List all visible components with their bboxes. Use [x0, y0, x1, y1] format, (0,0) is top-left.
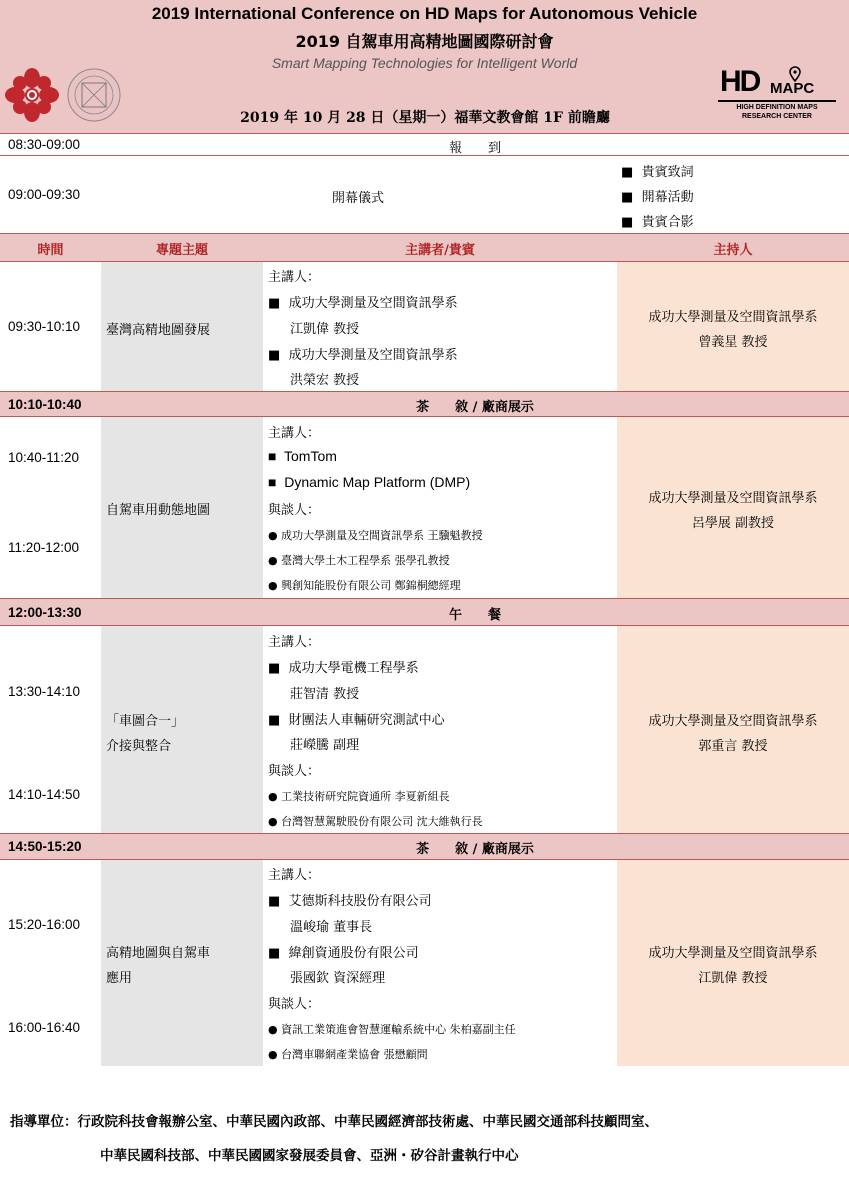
- host-line: 成功大學測量及空間資訊學系: [648, 491, 818, 506]
- topic-title: 「車圖合一」: [106, 714, 185, 729]
- break-row: [0, 392, 849, 417]
- table-header-row: [0, 234, 849, 262]
- time-cell: 15:20-16:00: [8, 917, 81, 932]
- header-banner: [0, 0, 849, 133]
- opening-item: ■ 貴賓合影: [621, 215, 694, 230]
- col-topic-header: 專題主題: [155, 243, 208, 258]
- panelist-line: ● 工業技術研究院資通所 李夏新組長: [268, 790, 450, 803]
- topic-title: 介接與整合: [106, 739, 172, 754]
- topic-title: 臺灣高精地圖發展: [106, 323, 211, 338]
- panelist-line: ● 資訊工業策進會智慧運輸系統中心 朱柏嘉副主任: [268, 1023, 516, 1036]
- topic-cell: [101, 860, 263, 1066]
- title-zh: 2019 自駕車用高精地圖國際研討會: [295, 32, 554, 51]
- speaker-line: 主講人：: [268, 635, 321, 650]
- time-cell: 13:30-14:10: [8, 684, 81, 699]
- time-cell: 14:10-14:50: [8, 787, 81, 802]
- host-line: 成功大學測量及空間資訊學系: [648, 946, 818, 961]
- topic-title: 自駕車用動態地圖: [106, 503, 211, 518]
- panelist-line: ● 台灣智慧駕駛股份有限公司 沈大維執行長: [268, 815, 483, 828]
- speaker-line: ■ 成功大學測量及空間資訊學系: [268, 348, 458, 363]
- time-cell: 09:00-09:30: [8, 187, 81, 202]
- lunch-row: [0, 599, 849, 626]
- speaker-line: 主講人：: [268, 426, 321, 441]
- speaker-line: 溫峻瑜 董事長: [290, 920, 373, 935]
- panelist-line: ● 成功大學測量及空間資訊學系 王驥魁教授: [268, 529, 483, 542]
- lunch-label: 午 餐: [448, 608, 501, 623]
- speaker-line: ■ 財團法人車輛研究測試中心: [268, 713, 445, 728]
- col-host-header: 主持人: [713, 243, 753, 258]
- opening-label: 開幕儀式: [331, 191, 384, 206]
- time-cell: 10:10-10:40: [8, 397, 82, 412]
- host-cell: [617, 262, 849, 391]
- speaker-line: 與談人：: [268, 503, 321, 518]
- time-cell: 12:00-13:30: [8, 605, 82, 620]
- row-registration: [0, 133, 849, 156]
- time-cell: 16:00-16:40: [8, 1020, 81, 1035]
- department-seal-icon: [68, 69, 120, 121]
- time-cell: 11:20-12:00: [8, 540, 80, 555]
- title-en: 2019 International Conference on HD Maps for Autonomous Vehicle: [151, 4, 698, 23]
- hdmapc-logo: HD MAPC HIGH DEFINITION MAPS RESEARCH CENTER: [718, 66, 836, 126]
- break-row: [0, 834, 849, 860]
- speaker-line: 主講人：: [268, 868, 321, 883]
- host-cell: [617, 626, 849, 833]
- time-cell: 09:30-10:10: [8, 319, 81, 334]
- university-logos: [4, 66, 134, 128]
- registration-label: 報 到: [448, 141, 501, 156]
- break-label: 茶 敘 / 廠商展示: [416, 400, 534, 415]
- host-line: 郭重言 教授: [698, 739, 768, 754]
- organizers-line: 中華民國科技部、中華民國國家發展委員會、亞洲・矽谷計畫執行中心: [100, 1148, 519, 1164]
- topic-cell: [101, 626, 263, 833]
- opening-item: ■ 貴賓致詞: [621, 165, 694, 180]
- panelist-line: ● 台灣車聯網產業協會 張懋顧問: [268, 1048, 428, 1061]
- opening-item: ■ 開幕活動: [621, 190, 694, 205]
- session-4: [0, 860, 849, 1066]
- map-pin-icon: [788, 66, 802, 82]
- speaker-line: 張國欽 資深經理: [290, 971, 386, 986]
- speaker-line: ■ 艾德斯科技股份有限公司: [268, 894, 432, 909]
- time-cell: 14:50-15:20: [8, 839, 82, 854]
- date-venue: 2019 年 10 月 28 日（星期一）福華文教會館 1F 前瞻廳: [240, 110, 610, 126]
- speaker-line: 莊嶸騰 副理: [290, 738, 360, 753]
- session-1: [0, 262, 849, 392]
- panelist-line: ● 興創知能股份有限公司 鄭錦桐總經理: [268, 579, 461, 592]
- row-opening: [0, 156, 849, 234]
- speaker-line: ■ 成功大學測量及空間資訊學系: [268, 296, 458, 311]
- speaker-line: ■ TomTom: [268, 448, 337, 464]
- organizers-line: 指導單位：行政院科技會報辦公室、中華民國內政部、中華民國經濟部技術處、中華民國交通部科技顧問室、: [10, 1114, 658, 1130]
- host-line: 成功大學測量及空間資訊學系: [648, 310, 818, 325]
- topic-title: 高精地圖與自駕車: [106, 946, 211, 961]
- host-cell: [617, 860, 849, 1066]
- speaker-line: 主講人：: [268, 270, 321, 285]
- col-speaker-header: 主講者/貴賓: [405, 243, 475, 258]
- session-2: [0, 417, 849, 599]
- speaker-line: 與談人：: [268, 764, 321, 779]
- host-line: 呂學展 副教授: [691, 516, 775, 531]
- session-3: [0, 626, 849, 834]
- host-cell: [617, 417, 849, 598]
- host-line: 曾義星 教授: [698, 335, 768, 350]
- speaker-line: 莊智清 教授: [290, 687, 360, 702]
- col-time-header: 時間: [37, 243, 64, 258]
- host-line: 成功大學測量及空間資訊學系: [648, 714, 818, 729]
- time-cell: 08:30-09:00: [8, 137, 81, 152]
- speaker-line: 江凱偉 教授: [290, 322, 360, 337]
- speaker-line: ■ Dynamic Map Platform (DMP): [268, 474, 471, 490]
- speaker-line: 洪榮宏 教授: [290, 373, 360, 388]
- time-cell: 10:40-11:20: [8, 450, 80, 465]
- break-label: 茶 敘 / 廠商展示: [416, 842, 534, 857]
- subtitle: Smart Mapping Technologies for Intelligent World: [271, 55, 578, 71]
- speaker-line: ■ 成功大學電機工程學系: [268, 661, 419, 676]
- panelist-line: ● 臺灣大學土木工程學系 張學孔教授: [268, 554, 450, 567]
- speaker-line: ■ 緯創資通股份有限公司: [268, 946, 419, 961]
- host-line: 江凱偉 教授: [698, 971, 768, 986]
- flower-emblem-icon: [5, 68, 59, 122]
- topic-title: 應用: [106, 971, 133, 986]
- speaker-line: 與談人：: [268, 997, 321, 1012]
